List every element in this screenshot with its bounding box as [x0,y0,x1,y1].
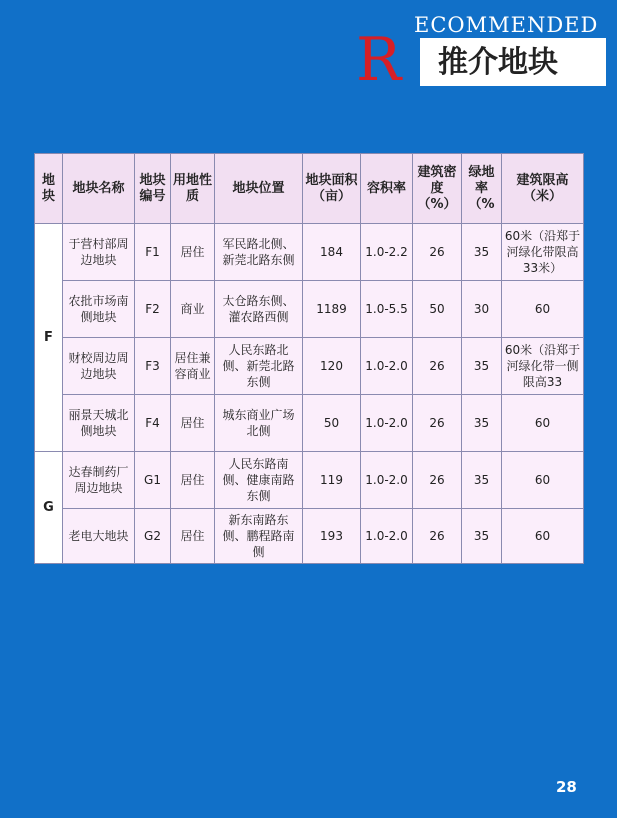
page-title: 推介地块 [438,45,558,80]
cell-use: 商业 [171,281,215,338]
cell-location: 城东商业广场北侧 [215,395,303,452]
cell-green: 35 [462,224,502,281]
cell-density: 26 [413,452,462,509]
col-header-area: 地块面积（亩） [303,154,361,224]
table-row [35,281,584,338]
cell-location: 人民东路北侧、新莞北路东侧 [215,338,303,395]
cell-name: 丽景天城北侧地块 [63,395,135,452]
cell-far: 1.0-2.0 [361,338,413,395]
cell-area: 50 [303,395,361,452]
cell-area: 119 [303,452,361,509]
col-header-location: 地块位置 [215,154,303,224]
col-header-far: 容积率 [361,154,413,224]
cell-location: 人民东路南侧、健康南路东侧 [215,452,303,509]
group-label-g: G [35,452,63,564]
col-header-height: 建筑限高（米） [502,154,584,224]
col-header-green: 绿地率（% [462,154,502,224]
cell-density: 50 [413,281,462,338]
col-header-use: 用地性质 [171,154,215,224]
cell-code: G2 [135,509,171,564]
cell-use: 居住 [171,452,215,509]
cell-location: 太仓路东侧、灌农路西侧 [215,281,303,338]
cell-green: 35 [462,338,502,395]
table-row [35,509,584,564]
table-row [35,338,584,395]
table-row [35,452,584,509]
col-header-code: 地块编号 [135,154,171,224]
cell-density: 26 [413,224,462,281]
group-label-f: F [35,224,63,452]
cell-far: 1.0-2.0 [361,452,413,509]
col-header-group: 地块 [35,154,63,224]
cell-code: F1 [135,224,171,281]
cell-height: 60米（沿郑于河绿化带一侧限高33 [502,338,584,395]
cell-use: 居住 [171,509,215,564]
cell-location: 军民路北侧、新莞北路东侧 [215,224,303,281]
cell-name: 达春制药厂周边地块 [63,452,135,509]
cell-green: 35 [462,395,502,452]
cell-name: 老电大地块 [63,509,135,564]
cell-code: G1 [135,452,171,509]
cell-height: 60 [502,395,584,452]
cell-green: 35 [462,509,502,564]
cell-use: 居住 [171,224,215,281]
page-number: 28 [556,778,577,796]
cell-location: 新东南路东侧、鹏程路南侧 [215,509,303,564]
cell-area: 120 [303,338,361,395]
cell-use: 居住兼容商业 [171,338,215,395]
cell-name: 于营村部周边地块 [63,224,135,281]
col-header-density: 建筑密度（%） [413,154,462,224]
cell-far: 1.0-2.0 [361,395,413,452]
cell-area: 184 [303,224,361,281]
cell-density: 26 [413,395,462,452]
cell-code: F3 [135,338,171,395]
cell-code: F4 [135,395,171,452]
table-row [35,395,584,452]
cell-area: 193 [303,509,361,564]
header-r-letter: R [356,25,402,95]
cell-density: 26 [413,338,462,395]
table-row [35,224,584,281]
cell-height: 60 [502,281,584,338]
cell-far: 1.0-2.0 [361,509,413,564]
col-header-name: 地块名称 [63,154,135,224]
cell-green: 30 [462,281,502,338]
cell-far: 1.0-2.2 [361,224,413,281]
cell-code: F2 [135,281,171,338]
cell-height: 60米（沿郑于河绿化带限高33米） [502,224,584,281]
cell-height: 60 [502,509,584,564]
header-recommended-text: ECOMMENDED [414,13,599,37]
cell-green: 35 [462,452,502,509]
cell-name: 财校周边周边地块 [63,338,135,395]
parcel-table-panel [34,153,583,563]
cell-use: 居住 [171,395,215,452]
cell-far: 1.0-5.5 [361,281,413,338]
parcel-table [34,153,584,564]
cell-name: 农批市场南侧地块 [63,281,135,338]
cell-density: 26 [413,509,462,564]
table-header-row [35,154,584,224]
cell-height: 60 [502,452,584,509]
cell-area: 1189 [303,281,361,338]
